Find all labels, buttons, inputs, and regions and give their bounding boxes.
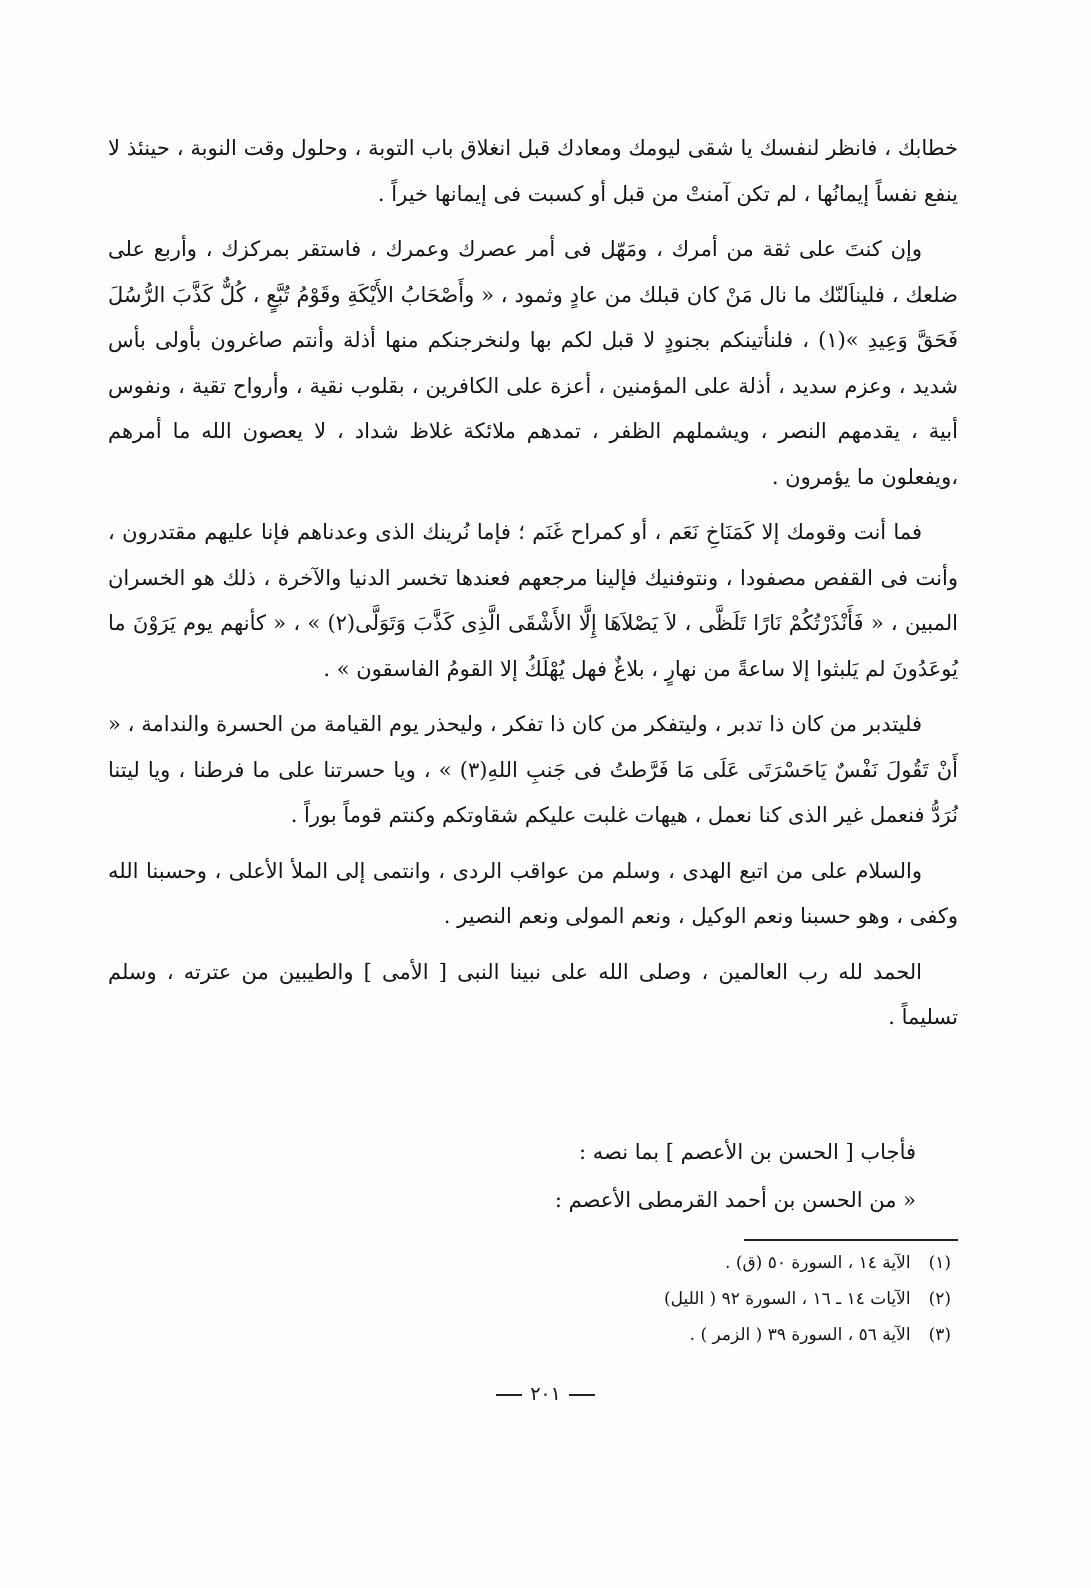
- paragraph-3: فما أنت وقومك إلا كَمَنَاخِ نَعَم ، أو كمراح غَنَم ؛ فإما نُرينك الذى وعدناهم فإنا عليهم مقتدرون ، وأنت فى القفص مصفودا ، ونتوفنيك فإلينا مرجعهم فعندها تخسر الدنيا والآخرة ، ذلك هو الخسران المبين ، « فَأَنْذَرْتُكُمْ نَارًا تَلَظَّى ، لاَ يَصْلاَهَا إِلَّا الأَشْقَى الَّذِى كَذَّبَ وَتَوَلَّى(٢) » ، « كأنهم يوم يَرَوْنَ ما يُوعَدُونَ لم يَلبثوا إلا ساعةً من نهارٍ ، بلاغٌ فهل يُهْلَكُ إلا القومُ الفاسقون » .: [108, 520, 958, 681]
- page-number-value: ٢٠١: [530, 1383, 561, 1405]
- paragraph-2: وإن كنتَ على ثقة من أمرك ، ومَهّل فى أمر عصرك وعمرك ، فاستقر بمركزك ، وأربع على ضلعك ، فليناَلنّك ما نال مَنْ كان قبلك من عادٍ وثمود ، « وأَصْحَابُ الأَيْكَةِ وقَوْمُ تُبَّعٍ ، كُلٌّ كَذَّبَ الرُّسُلَ فَحَقَّ وَعِيدِ »(١) ، فلنأتينكم بجنودٍ لا قبل لكم بها ولنخرجنكم منها أذلة وأنتم صاغرون بأولى بأس شديد ، وعزم سديد ، أذلة على المؤمنين ، أعزة على الكافرين ، بقلوب نقية ، وأرواح تقية ، ونفوس أبية ، يقدمهم النصر ، ويشملهم الظفر ، تمدهم ملائكة غلاظ شداد ، لا يعصون الله ما أمرهم ،ويفعلون ما يؤمرون .: [108, 237, 958, 489]
- footnote-2: [664, 1288, 951, 1310]
- footnote-text: الآية ١٤ ، السورة ٥٠ (ق) .: [725, 1253, 911, 1273]
- paragraph-4: فليتدبر من كان ذا تدبر ، وليتفكر من كان ذا تفكر ، وليحذر يوم القيامة من الحسرة والندامة ، « أَنْ تَقُولَ نَفْسٌ يَاحَسْرَتَى عَلَى مَا فَرَّطتُ فى جَنبِ اللهِ(٣) » ، ويا حسرتنا على ما فرطنا ، ويا ليتنا نُرَدُّ فنعمل غير الذى كنا نعمل ، هيهات غلبت عليكم شقاوتكم وكنتم قوماً بوراً .: [108, 712, 958, 827]
- page-number: [0, 1383, 1091, 1405]
- footnote-3: [690, 1324, 951, 1346]
- paragraph-5: والسلام على من اتبع الهدى ، وسلم من عواقب الردى ، وانتمى إلى الملأ الأعلى ، وحسبنا الله وكفى ، وهو حسبنا ونعم الوكيل ، ونعم المولى ونعم النصير .: [108, 858, 958, 928]
- footnote-number: (١): [928, 1253, 951, 1273]
- dash-right: [496, 1394, 522, 1396]
- paragraph-6: الحمد لله رب العالمين ، وصلى الله على نبينا النبى [ الأمى ] والطيبين من عترته ، وسلم تسليماً .: [108, 959, 958, 1029]
- paragraph-1: خطابك ، فانظر لنفسك يا شقى ليومك ومعادك قبل انغلاق باب التوبة ، وحلول وقت النوبة ، حينئذ لا ينفع نفساً إيمانُها ، لم تكن آمنتْ من قبل أو كسبت فى إيمانها خيراً .: [108, 136, 958, 206]
- footnote-text: الآية ٥٦ ، السورة ٣٩ ( الزمر ) .: [689, 1325, 911, 1345]
- main-text: [108, 126, 958, 1051]
- footnote-text: الآيات ١٤ ـ ١٦ ، السورة ٩٢ ( الليل): [663, 1289, 911, 1309]
- footnote-divider: [744, 1239, 958, 1241]
- dash-left: [569, 1394, 595, 1396]
- reply-intro: فأجاب [ الحسن بن الأعصم ] بما نصه :: [578, 1140, 916, 1164]
- reply-sender: « من الحسن بن أحمد القرمطى الأعصم :: [554, 1188, 916, 1212]
- footnote-number: (٢): [928, 1289, 951, 1309]
- footnote-number: (٣): [928, 1325, 951, 1345]
- footnote-1: [725, 1252, 951, 1274]
